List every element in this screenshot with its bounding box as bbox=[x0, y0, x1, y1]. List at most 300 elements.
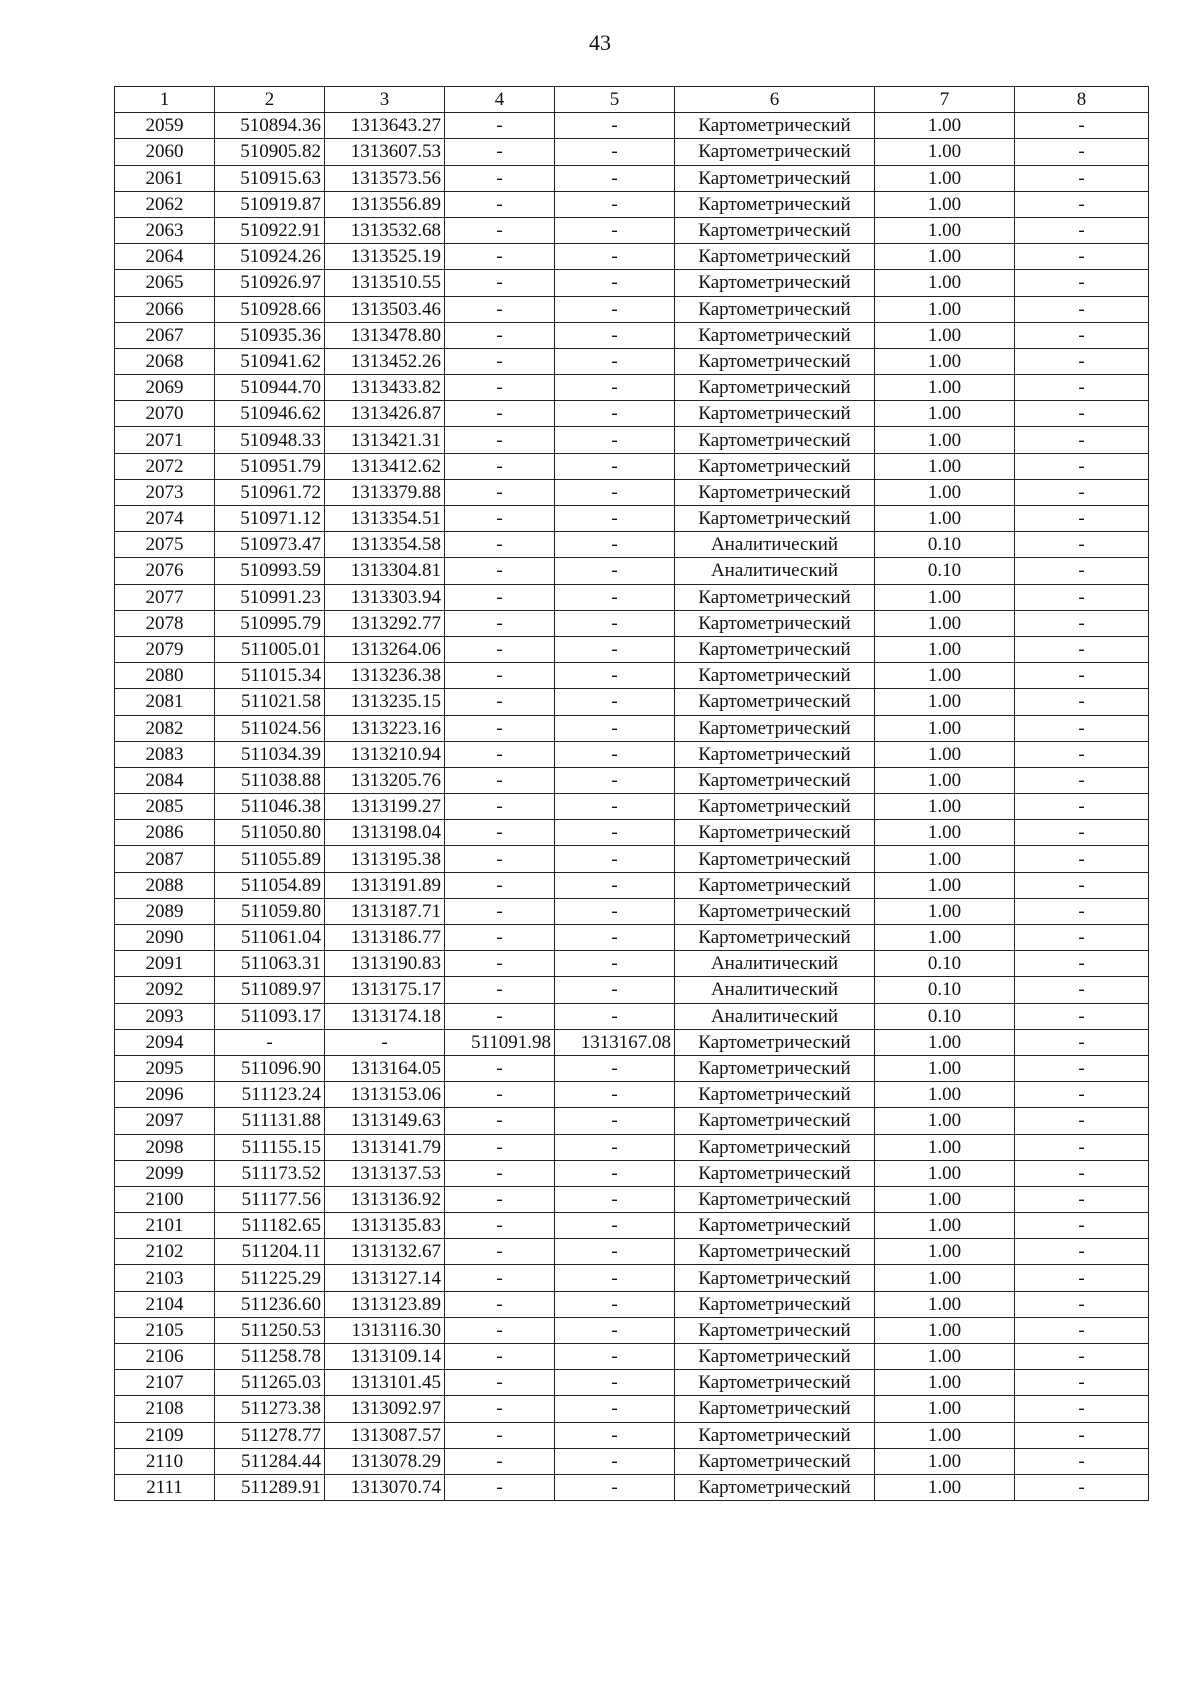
x-coordinate-cell: 511236.60 bbox=[215, 1291, 325, 1317]
x-coordinate-cell: 511061.04 bbox=[215, 925, 325, 951]
description-cell: - bbox=[1015, 1344, 1149, 1370]
y-coordinate-cell: 1313643.27 bbox=[325, 113, 445, 139]
description-cell: - bbox=[1015, 1003, 1149, 1029]
table-row bbox=[115, 1186, 1149, 1212]
new-y-cell: - bbox=[555, 794, 675, 820]
table-row bbox=[115, 1134, 1149, 1160]
description-cell: - bbox=[1015, 584, 1149, 610]
new-x-cell: - bbox=[445, 1134, 555, 1160]
y-coordinate-cell: 1313092.97 bbox=[325, 1396, 445, 1422]
y-coordinate-cell: 1313573.56 bbox=[325, 165, 445, 191]
new-y-cell: - bbox=[555, 427, 675, 453]
table-row bbox=[115, 244, 1149, 270]
accuracy-cell: 1.00 bbox=[875, 270, 1015, 296]
x-coordinate-cell: 511093.17 bbox=[215, 1003, 325, 1029]
method-cell: Картометрический bbox=[675, 348, 875, 374]
accuracy-cell: 1.00 bbox=[875, 1370, 1015, 1396]
accuracy-cell: 1.00 bbox=[875, 1422, 1015, 1448]
method-cell: Картометрический bbox=[675, 375, 875, 401]
method-cell: Картометрический bbox=[675, 925, 875, 951]
description-cell: - bbox=[1015, 1422, 1149, 1448]
new-x-cell: - bbox=[445, 1108, 555, 1134]
method-cell: Картометрический bbox=[675, 820, 875, 846]
accuracy-cell: 1.00 bbox=[875, 479, 1015, 505]
method-cell: Картометрический bbox=[675, 1422, 875, 1448]
point-number-cell: 2102 bbox=[115, 1239, 215, 1265]
new-x-cell: - bbox=[445, 1160, 555, 1186]
accuracy-cell: 1.00 bbox=[875, 610, 1015, 636]
new-x-cell: - bbox=[445, 1448, 555, 1474]
point-number-cell: 2086 bbox=[115, 820, 215, 846]
description-cell: - bbox=[1015, 506, 1149, 532]
y-coordinate-cell: 1313101.45 bbox=[325, 1370, 445, 1396]
accuracy-cell: 1.00 bbox=[875, 1082, 1015, 1108]
table-row bbox=[115, 1055, 1149, 1081]
new-x-cell: - bbox=[445, 244, 555, 270]
accuracy-cell: 1.00 bbox=[875, 375, 1015, 401]
y-coordinate-cell: 1313190.83 bbox=[325, 951, 445, 977]
point-number-cell: 2087 bbox=[115, 846, 215, 872]
description-cell: - bbox=[1015, 951, 1149, 977]
new-y-cell: - bbox=[555, 977, 675, 1003]
point-number-cell: 2091 bbox=[115, 951, 215, 977]
point-number-cell: 2103 bbox=[115, 1265, 215, 1291]
table-row bbox=[115, 610, 1149, 636]
column-header: 2 bbox=[215, 87, 325, 113]
method-cell: Картометрический bbox=[675, 296, 875, 322]
y-coordinate-cell: 1313175.17 bbox=[325, 977, 445, 1003]
table-row bbox=[115, 715, 1149, 741]
accuracy-cell: 1.00 bbox=[875, 1474, 1015, 1500]
table-row bbox=[115, 375, 1149, 401]
column-header: 5 bbox=[555, 87, 675, 113]
x-coordinate-cell: 511050.80 bbox=[215, 820, 325, 846]
new-y-cell: - bbox=[555, 1448, 675, 1474]
new-y-cell: - bbox=[555, 270, 675, 296]
description-cell: - bbox=[1015, 217, 1149, 243]
method-cell: Картометрический bbox=[675, 898, 875, 924]
new-x-cell: - bbox=[445, 165, 555, 191]
x-coordinate-cell: 511005.01 bbox=[215, 636, 325, 662]
accuracy-cell: 1.00 bbox=[875, 898, 1015, 924]
x-coordinate-cell: 510924.26 bbox=[215, 244, 325, 270]
point-number-cell: 2085 bbox=[115, 794, 215, 820]
x-coordinate-cell: 511289.91 bbox=[215, 1474, 325, 1500]
new-y-cell: - bbox=[555, 715, 675, 741]
accuracy-cell: 0.10 bbox=[875, 951, 1015, 977]
new-y-cell: - bbox=[555, 375, 675, 401]
x-coordinate-cell: 511123.24 bbox=[215, 1082, 325, 1108]
accuracy-cell: 1.00 bbox=[875, 846, 1015, 872]
method-cell: Картометрический bbox=[675, 1344, 875, 1370]
accuracy-cell: 1.00 bbox=[875, 427, 1015, 453]
accuracy-cell: 1.00 bbox=[875, 1108, 1015, 1134]
method-cell: Картометрический bbox=[675, 1160, 875, 1186]
method-cell: Картометрический bbox=[675, 1108, 875, 1134]
point-number-cell: 2106 bbox=[115, 1344, 215, 1370]
accuracy-cell: 1.00 bbox=[875, 715, 1015, 741]
new-y-cell: - bbox=[555, 1422, 675, 1448]
new-x-cell: - bbox=[445, 898, 555, 924]
method-cell: Картометрический bbox=[675, 479, 875, 505]
new-x-cell: - bbox=[445, 663, 555, 689]
method-cell: Картометрический bbox=[675, 1029, 875, 1055]
y-coordinate-cell: 1313354.58 bbox=[325, 532, 445, 558]
new-y-cell: - bbox=[555, 191, 675, 217]
point-number-cell: 2090 bbox=[115, 925, 215, 951]
method-cell: Картометрический bbox=[675, 427, 875, 453]
y-coordinate-cell: 1313135.83 bbox=[325, 1213, 445, 1239]
point-number-cell: 2089 bbox=[115, 898, 215, 924]
new-x-cell: - bbox=[445, 296, 555, 322]
accuracy-cell: 1.00 bbox=[875, 296, 1015, 322]
table-row bbox=[115, 820, 1149, 846]
table-row bbox=[115, 584, 1149, 610]
accuracy-cell: 1.00 bbox=[875, 401, 1015, 427]
description-cell: - bbox=[1015, 1186, 1149, 1212]
table-row bbox=[115, 296, 1149, 322]
new-x-cell: - bbox=[445, 375, 555, 401]
y-coordinate-cell: 1313210.94 bbox=[325, 741, 445, 767]
accuracy-cell: 1.00 bbox=[875, 584, 1015, 610]
y-coordinate-cell: 1313198.04 bbox=[325, 820, 445, 846]
table-row bbox=[115, 1265, 1149, 1291]
table-row bbox=[115, 348, 1149, 374]
new-x-cell: - bbox=[445, 1422, 555, 1448]
description-cell: - bbox=[1015, 1213, 1149, 1239]
y-coordinate-cell: 1313303.94 bbox=[325, 584, 445, 610]
new-x-cell: - bbox=[445, 977, 555, 1003]
method-cell: Картометрический bbox=[675, 1317, 875, 1343]
y-coordinate-cell: 1313426.87 bbox=[325, 401, 445, 427]
coordinates-table bbox=[114, 86, 1149, 1501]
method-cell: Картометрический bbox=[675, 322, 875, 348]
new-x-cell: - bbox=[445, 139, 555, 165]
y-coordinate-cell: 1313123.89 bbox=[325, 1291, 445, 1317]
y-coordinate-cell: 1313153.06 bbox=[325, 1082, 445, 1108]
table-row bbox=[115, 217, 1149, 243]
new-x-cell: - bbox=[445, 925, 555, 951]
accuracy-cell: 1.00 bbox=[875, 217, 1015, 243]
x-coordinate-cell: 510919.87 bbox=[215, 191, 325, 217]
description-cell: - bbox=[1015, 1055, 1149, 1081]
method-cell: Картометрический bbox=[675, 453, 875, 479]
x-coordinate-cell: - bbox=[215, 1029, 325, 1055]
table-row bbox=[115, 113, 1149, 139]
point-number-cell: 2071 bbox=[115, 427, 215, 453]
new-y-cell: - bbox=[555, 1317, 675, 1343]
description-cell: - bbox=[1015, 610, 1149, 636]
method-cell: Аналитический bbox=[675, 558, 875, 584]
accuracy-cell: 1.00 bbox=[875, 636, 1015, 662]
description-cell: - bbox=[1015, 1265, 1149, 1291]
new-x-cell: - bbox=[445, 636, 555, 662]
new-y-cell: 1313167.08 bbox=[555, 1029, 675, 1055]
description-cell: - bbox=[1015, 244, 1149, 270]
x-coordinate-cell: 511177.56 bbox=[215, 1186, 325, 1212]
y-coordinate-cell: 1313304.81 bbox=[325, 558, 445, 584]
description-cell: - bbox=[1015, 977, 1149, 1003]
description-cell: - bbox=[1015, 872, 1149, 898]
accuracy-cell: 1.00 bbox=[875, 1396, 1015, 1422]
new-x-cell: - bbox=[445, 846, 555, 872]
point-number-cell: 2063 bbox=[115, 217, 215, 243]
new-x-cell: - bbox=[445, 401, 555, 427]
description-cell: - bbox=[1015, 322, 1149, 348]
accuracy-cell: 1.00 bbox=[875, 925, 1015, 951]
y-coordinate-cell: 1313137.53 bbox=[325, 1160, 445, 1186]
point-number-cell: 2059 bbox=[115, 113, 215, 139]
y-coordinate-cell: 1313532.68 bbox=[325, 217, 445, 243]
y-coordinate-cell: 1313236.38 bbox=[325, 663, 445, 689]
description-cell: - bbox=[1015, 1370, 1149, 1396]
accuracy-cell: 1.00 bbox=[875, 689, 1015, 715]
point-number-cell: 2104 bbox=[115, 1291, 215, 1317]
y-coordinate-cell: 1313070.74 bbox=[325, 1474, 445, 1500]
new-x-cell: - bbox=[445, 1317, 555, 1343]
description-cell: - bbox=[1015, 1029, 1149, 1055]
new-y-cell: - bbox=[555, 872, 675, 898]
new-y-cell: - bbox=[555, 925, 675, 951]
x-coordinate-cell: 511155.15 bbox=[215, 1134, 325, 1160]
point-number-cell: 2075 bbox=[115, 532, 215, 558]
point-number-cell: 2066 bbox=[115, 296, 215, 322]
x-coordinate-cell: 510926.97 bbox=[215, 270, 325, 296]
y-coordinate-cell: 1313503.46 bbox=[325, 296, 445, 322]
description-cell: - bbox=[1015, 846, 1149, 872]
x-coordinate-cell: 510941.62 bbox=[215, 348, 325, 374]
point-number-cell: 2107 bbox=[115, 1370, 215, 1396]
column-header: 6 bbox=[675, 87, 875, 113]
point-number-cell: 2096 bbox=[115, 1082, 215, 1108]
x-coordinate-cell: 511278.77 bbox=[215, 1422, 325, 1448]
y-coordinate-cell: 1313433.82 bbox=[325, 375, 445, 401]
new-y-cell: - bbox=[555, 1396, 675, 1422]
description-cell: - bbox=[1015, 532, 1149, 558]
new-x-cell: - bbox=[445, 348, 555, 374]
x-coordinate-cell: 510905.82 bbox=[215, 139, 325, 165]
new-y-cell: - bbox=[555, 558, 675, 584]
x-coordinate-cell: 511055.89 bbox=[215, 846, 325, 872]
new-x-cell: - bbox=[445, 191, 555, 217]
new-x-cell: - bbox=[445, 584, 555, 610]
x-coordinate-cell: 510995.79 bbox=[215, 610, 325, 636]
new-x-cell: - bbox=[445, 270, 555, 296]
description-cell: - bbox=[1015, 741, 1149, 767]
new-y-cell: - bbox=[555, 846, 675, 872]
description-cell: - bbox=[1015, 427, 1149, 453]
accuracy-cell: 1.00 bbox=[875, 1055, 1015, 1081]
x-coordinate-cell: 510951.79 bbox=[215, 453, 325, 479]
new-x-cell: - bbox=[445, 1265, 555, 1291]
point-number-cell: 2108 bbox=[115, 1396, 215, 1422]
method-cell: Картометрический bbox=[675, 1265, 875, 1291]
table-body bbox=[115, 113, 1149, 1501]
description-cell: - bbox=[1015, 1474, 1149, 1500]
method-cell: Аналитический bbox=[675, 951, 875, 977]
new-y-cell: - bbox=[555, 1186, 675, 1212]
x-coordinate-cell: 511063.31 bbox=[215, 951, 325, 977]
method-cell: Картометрический bbox=[675, 1291, 875, 1317]
new-y-cell: - bbox=[555, 1055, 675, 1081]
x-coordinate-cell: 510948.33 bbox=[215, 427, 325, 453]
method-cell: Картометрический bbox=[675, 872, 875, 898]
new-x-cell: - bbox=[445, 872, 555, 898]
new-y-cell: - bbox=[555, 217, 675, 243]
x-coordinate-cell: 510928.66 bbox=[215, 296, 325, 322]
page-number: 43 bbox=[589, 30, 611, 55]
table-row bbox=[115, 636, 1149, 662]
description-cell: - bbox=[1015, 636, 1149, 662]
table-row bbox=[115, 1291, 1149, 1317]
y-coordinate-cell: 1313136.92 bbox=[325, 1186, 445, 1212]
description-cell: - bbox=[1015, 1134, 1149, 1160]
x-coordinate-cell: 511054.89 bbox=[215, 872, 325, 898]
y-coordinate-cell: - bbox=[325, 1029, 445, 1055]
x-coordinate-cell: 511038.88 bbox=[215, 767, 325, 793]
table-row bbox=[115, 427, 1149, 453]
x-coordinate-cell: 511046.38 bbox=[215, 794, 325, 820]
description-cell: - bbox=[1015, 794, 1149, 820]
table-row bbox=[115, 1108, 1149, 1134]
new-y-cell: - bbox=[555, 767, 675, 793]
x-coordinate-cell: 510971.12 bbox=[215, 506, 325, 532]
description-cell: - bbox=[1015, 925, 1149, 951]
new-x-cell: - bbox=[445, 1239, 555, 1265]
accuracy-cell: 1.00 bbox=[875, 165, 1015, 191]
point-number-cell: 2062 bbox=[115, 191, 215, 217]
point-number-cell: 2099 bbox=[115, 1160, 215, 1186]
description-cell: - bbox=[1015, 558, 1149, 584]
table-row bbox=[115, 165, 1149, 191]
accuracy-cell: 0.10 bbox=[875, 532, 1015, 558]
method-cell: Картометрический bbox=[675, 1186, 875, 1212]
new-y-cell: - bbox=[555, 506, 675, 532]
point-number-cell: 2084 bbox=[115, 767, 215, 793]
new-y-cell: - bbox=[555, 1108, 675, 1134]
description-cell: - bbox=[1015, 1108, 1149, 1134]
table-row bbox=[115, 977, 1149, 1003]
point-number-cell: 2097 bbox=[115, 1108, 215, 1134]
new-x-cell: - bbox=[445, 217, 555, 243]
table-row bbox=[115, 1160, 1149, 1186]
y-coordinate-cell: 1313556.89 bbox=[325, 191, 445, 217]
accuracy-cell: 1.00 bbox=[875, 820, 1015, 846]
table-row bbox=[115, 1344, 1149, 1370]
table-row bbox=[115, 1029, 1149, 1055]
method-cell: Картометрический bbox=[675, 244, 875, 270]
new-y-cell: - bbox=[555, 165, 675, 191]
method-cell: Картометрический bbox=[675, 113, 875, 139]
accuracy-cell: 1.00 bbox=[875, 872, 1015, 898]
y-coordinate-cell: 1313127.14 bbox=[325, 1265, 445, 1291]
new-y-cell: - bbox=[555, 1291, 675, 1317]
table-row bbox=[115, 1448, 1149, 1474]
table-row bbox=[115, 1422, 1149, 1448]
y-coordinate-cell: 1313478.80 bbox=[325, 322, 445, 348]
new-x-cell: - bbox=[445, 558, 555, 584]
point-number-cell: 2088 bbox=[115, 872, 215, 898]
accuracy-cell: 1.00 bbox=[875, 453, 1015, 479]
x-coordinate-cell: 511089.97 bbox=[215, 977, 325, 1003]
new-x-cell: - bbox=[445, 689, 555, 715]
new-x-cell: - bbox=[445, 427, 555, 453]
point-number-cell: 2068 bbox=[115, 348, 215, 374]
method-cell: Картометрический bbox=[675, 1134, 875, 1160]
method-cell: Картометрический bbox=[675, 1082, 875, 1108]
y-coordinate-cell: 1313199.27 bbox=[325, 794, 445, 820]
new-x-cell: - bbox=[445, 1213, 555, 1239]
new-y-cell: - bbox=[555, 296, 675, 322]
x-coordinate-cell: 511182.65 bbox=[215, 1213, 325, 1239]
method-cell: Картометрический bbox=[675, 401, 875, 427]
table-row bbox=[115, 741, 1149, 767]
y-coordinate-cell: 1313412.62 bbox=[325, 453, 445, 479]
y-coordinate-cell: 1313223.16 bbox=[325, 715, 445, 741]
method-cell: Аналитический bbox=[675, 977, 875, 1003]
table-row bbox=[115, 401, 1149, 427]
table-row bbox=[115, 532, 1149, 558]
description-cell: - bbox=[1015, 1317, 1149, 1343]
description-cell: - bbox=[1015, 139, 1149, 165]
accuracy-cell: 1.00 bbox=[875, 113, 1015, 139]
table-row bbox=[115, 139, 1149, 165]
accuracy-cell: 1.00 bbox=[875, 1265, 1015, 1291]
column-header: 3 bbox=[325, 87, 445, 113]
accuracy-cell: 1.00 bbox=[875, 741, 1015, 767]
description-cell: - bbox=[1015, 1239, 1149, 1265]
y-coordinate-cell: 1313087.57 bbox=[325, 1422, 445, 1448]
method-cell: Картометрический bbox=[675, 584, 875, 610]
new-y-cell: - bbox=[555, 1370, 675, 1396]
new-y-cell: - bbox=[555, 1474, 675, 1500]
point-number-cell: 2070 bbox=[115, 401, 215, 427]
x-coordinate-cell: 511225.29 bbox=[215, 1265, 325, 1291]
table-row bbox=[115, 270, 1149, 296]
table-row bbox=[115, 898, 1149, 924]
method-cell: Аналитический bbox=[675, 1003, 875, 1029]
method-cell: Картометрический bbox=[675, 689, 875, 715]
point-number-cell: 2082 bbox=[115, 715, 215, 741]
accuracy-cell: 1.00 bbox=[875, 244, 1015, 270]
x-coordinate-cell: 511059.80 bbox=[215, 898, 325, 924]
table-row bbox=[115, 479, 1149, 505]
table-row bbox=[115, 453, 1149, 479]
point-number-cell: 2064 bbox=[115, 244, 215, 270]
point-number-cell: 2073 bbox=[115, 479, 215, 505]
description-cell: - bbox=[1015, 165, 1149, 191]
description-cell: - bbox=[1015, 1291, 1149, 1317]
description-cell: - bbox=[1015, 1082, 1149, 1108]
new-y-cell: - bbox=[555, 1160, 675, 1186]
x-coordinate-cell: 511034.39 bbox=[215, 741, 325, 767]
x-coordinate-cell: 510993.59 bbox=[215, 558, 325, 584]
description-cell: - bbox=[1015, 1448, 1149, 1474]
new-x-cell: - bbox=[445, 532, 555, 558]
new-y-cell: - bbox=[555, 1003, 675, 1029]
new-y-cell: - bbox=[555, 1265, 675, 1291]
point-number-cell: 2081 bbox=[115, 689, 215, 715]
new-x-cell: - bbox=[445, 453, 555, 479]
y-coordinate-cell: 1313141.79 bbox=[325, 1134, 445, 1160]
x-coordinate-cell: 510973.47 bbox=[215, 532, 325, 558]
point-number-cell: 2061 bbox=[115, 165, 215, 191]
description-cell: - bbox=[1015, 191, 1149, 217]
point-number-cell: 2079 bbox=[115, 636, 215, 662]
new-y-cell: - bbox=[555, 584, 675, 610]
description-cell: - bbox=[1015, 270, 1149, 296]
accuracy-cell: 1.00 bbox=[875, 1134, 1015, 1160]
